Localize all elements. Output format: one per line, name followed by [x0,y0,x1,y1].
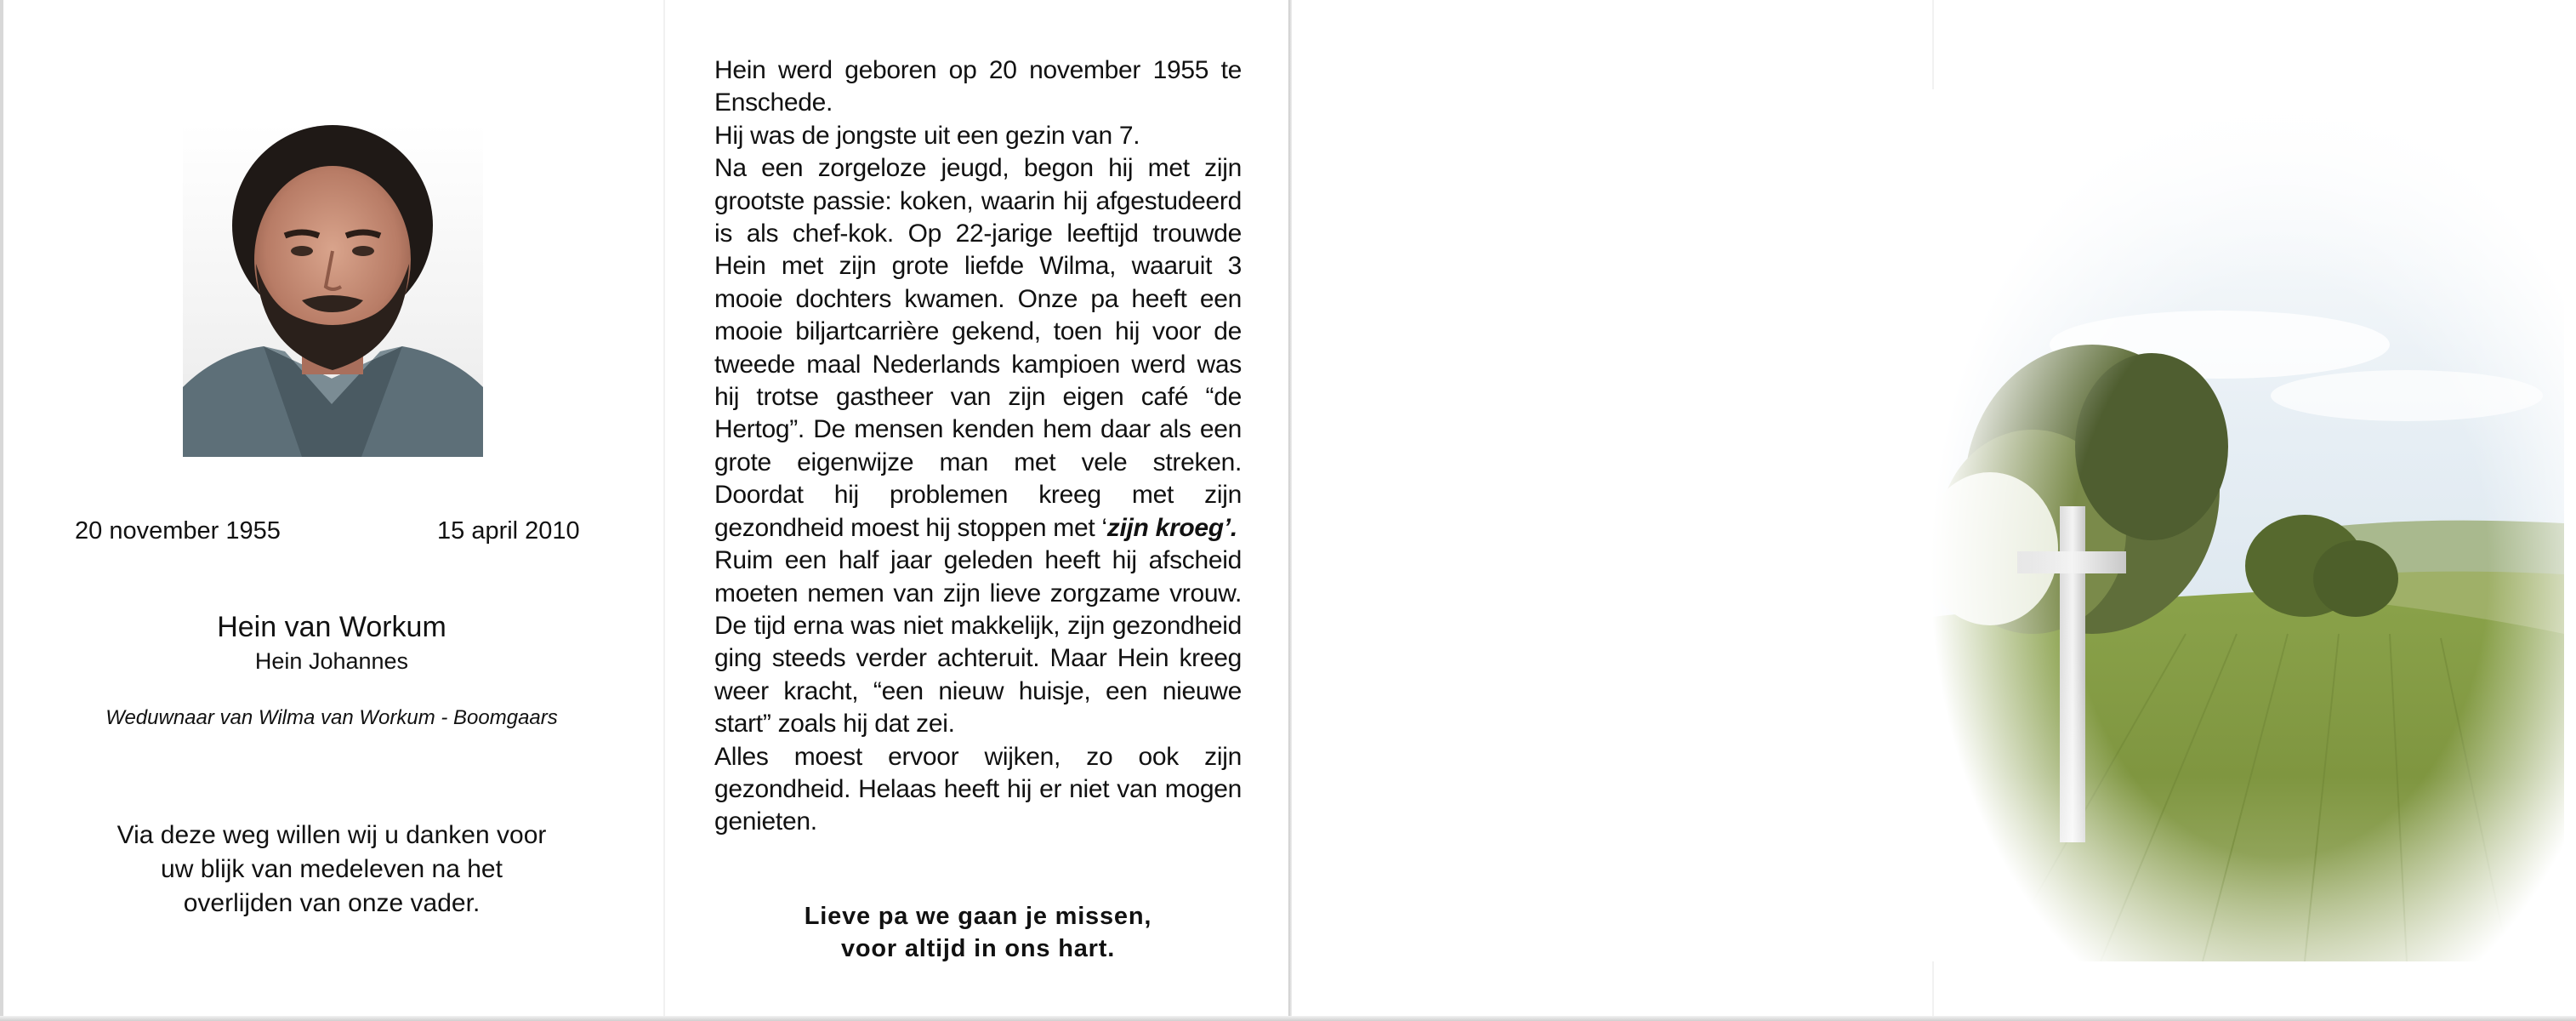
portrait-icon [183,123,483,457]
landscape-photo [1931,89,2564,961]
bio-paragraph: Hein werd geboren op 20 november 1955 te Enschede. [714,56,1242,117]
biography [714,54,1242,839]
inner-fold-line [663,0,665,1021]
given-names: Hein Johannes [254,648,409,674]
portrait-photo [183,123,483,457]
cross-landscape-icon [1931,89,2564,961]
death-date: 15 april 2010 [437,517,580,545]
bio-paragraph: Alles moest ervoor wijken, zo ook zijn gezondheid. Helaas heeft hij er niet van mogen genieten. [714,742,1242,836]
closing-line: voor altijd in ons hart. [840,935,1116,962]
birth-date: 20 november 1955 [75,517,281,545]
thanks-line: overlijden van onze vader. [183,889,481,917]
bio-paragraph: Hij was de jongste uit een gezin van 7. [714,121,1140,150]
thanks-line: Via deze weg willen wij u danken voor [117,821,547,849]
center-fold [1288,0,1292,1021]
widower-line: Weduwnaar van Wilma van Workum - Boomgaars [105,706,558,729]
bio-emphasis: zijn kroeg’. [1106,513,1237,542]
deceased-name: Hein van Workum [217,611,446,643]
thanks-message [77,819,587,921]
card-bottom-edge [0,1016,2576,1021]
bio-paragraph [714,152,1242,545]
thanks-line: uw blijk van medeleven na het [161,855,503,883]
closing-line: Lieve pa we gaan je missen, [804,903,1152,930]
bio-paragraph: Ruim een half jaar geleden heeft hij afscheid moeten nemen van zijn lieve zorgzame vrouw. De tijd erna was niet makkelijk, zijn gezondheid ging steeds verder achteruit. Maar Hein kreeg weer kracht, “een nieuw huisje, een nieuwe start” zoals hij dat zei. [714,546,1242,739]
bio-text: Na een zorgeloze jeugd, begon hij met zijn grootste passie: koken, waarin hij afgestudeerd is als chef-kok. Op 22-jarige leeftijd trouwde Hein met zijn grote liefde Wilma, waaruit 3 mooie dochters kwamen. Onze pa heeft een mooie biljartcarrière gekend, toen hij voor de tweede maal Nederlands kampioen werd was hij trotse gastheer van zijn eigen café “de Hertog”. De mensen kenden hem daar als een grote eigenwijze man met vele streken. Doordat hij problemen kreeg met zijn gezondheid moest hij stoppen met ‘ [714,154,1242,542]
closing-message [714,900,1242,965]
